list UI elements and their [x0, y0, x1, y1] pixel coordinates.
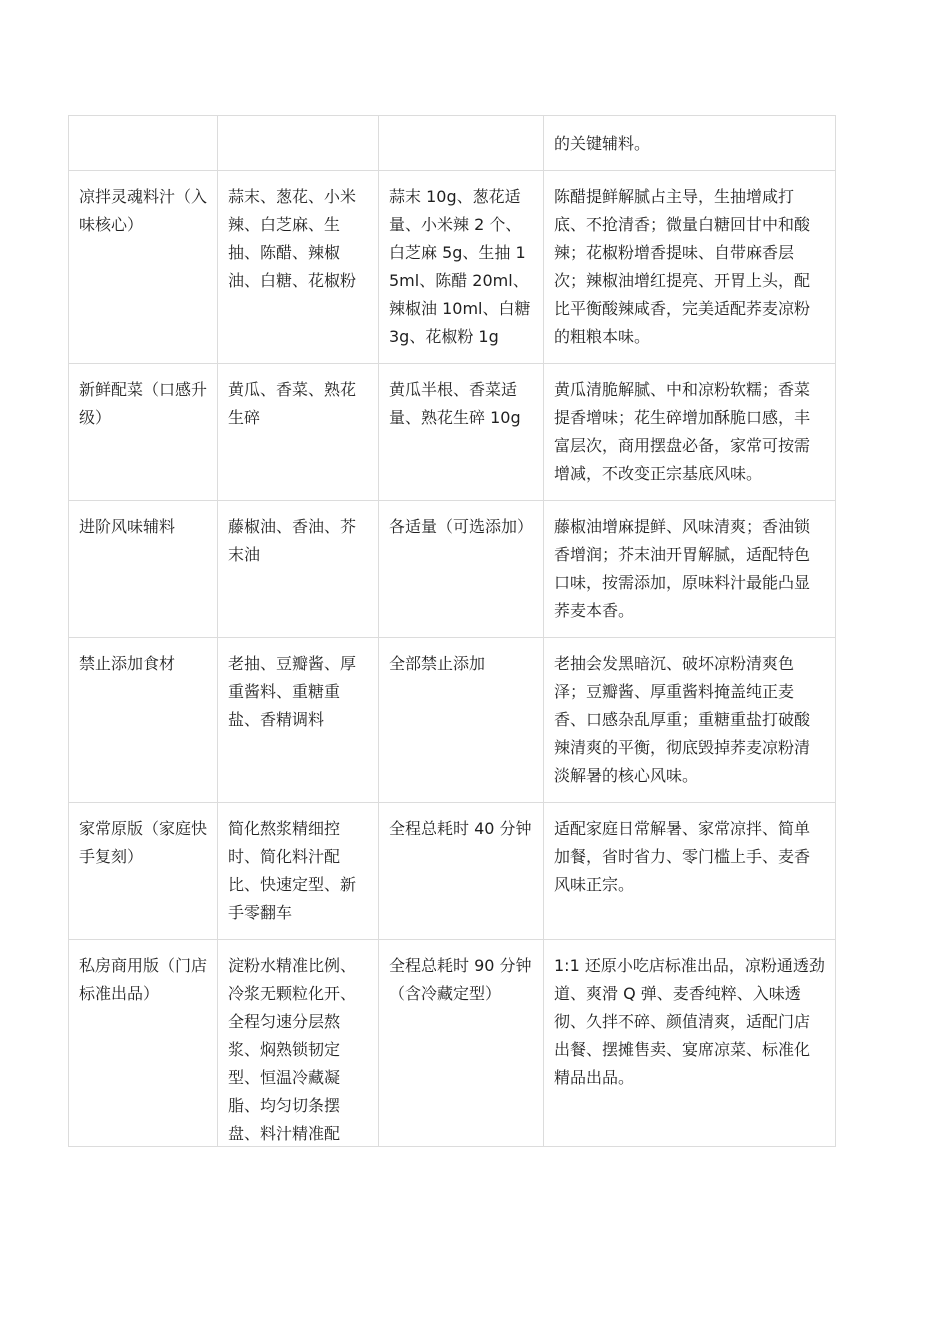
category-cell — [69, 940, 218, 1147]
category-text: 私房商用版（门店标准出品） — [79, 956, 207, 1003]
amount-text: 全程总耗时 90 分钟（含冷藏定型） — [389, 956, 532, 1003]
amount-cell: 黄瓜半根、香菜适量、熟花生碎 10g — [379, 364, 544, 501]
table-row — [69, 171, 836, 364]
ingredients-cell: 藤椒油、香油、芥末油 — [218, 501, 379, 638]
ingredients-text: 淀粉水精准比例、冷浆无颗粒化开、全程匀速分层熬浆、焖熟锁韧定型、恒温冷藏凝脂、均匀切条摆盘、料汁精准配 — [228, 956, 357, 1143]
category-cell: 家常原版（家庭快手复刻） — [69, 803, 218, 940]
ingredients-cell: 蒜末、葱花、小米辣、白芝麻、生抽、陈醋、辣椒油、白糖、花椒粉 — [218, 171, 379, 364]
amount-cell: 全部禁止添加 — [379, 638, 544, 803]
table-row — [69, 116, 836, 171]
note-cell: 适配家庭日常解暑、家常凉拌、简单加餐，省时省力、零门槛上手、麦香风味正宗。 — [544, 803, 836, 940]
ingredients-cell — [218, 940, 379, 1147]
ingredients-cell: 黄瓜、香菜、熟花生碎 — [218, 364, 379, 501]
table-row — [69, 803, 836, 940]
note-cell: 藤椒油增麻提鲜、风味清爽；香油锁香增润；芥末油开胃解腻，适配特色口味，按需添加，原味料汁最能凸显荞麦本香。 — [544, 501, 836, 638]
ingredients-cell: 简化熬浆精细控时、简化料汁配比、快速定型、新手零翻车 — [218, 803, 379, 940]
category-cell — [69, 116, 218, 171]
category-cell: 进阶风味辅料 — [69, 501, 218, 638]
table-row — [69, 638, 836, 803]
amount-cell: 各适量（可选添加） — [379, 501, 544, 638]
note-cell: 陈醋提鲜解腻占主导，生抽增咸打底、不抢清香；微量白糖回甘中和酸辣；花椒粉增香提味、自带麻香层次；辣椒油增红提亮、开胃上头，配比平衡酸辣咸香，完美适配荞麦凉粉的粗粮本味。 — [544, 171, 836, 364]
amount-cell — [379, 940, 544, 1147]
ingredients-cell — [218, 116, 379, 171]
note-cell: 黄瓜清脆解腻、中和凉粉软糯；香菜提香增味；花生碎增加酥脆口感，丰富层次，商用摆盘必备，家常可按需增减，不改变正宗基底风味。 — [544, 364, 836, 501]
category-cell: 新鲜配菜（口感升级） — [69, 364, 218, 501]
category-cell: 禁止添加食材 — [69, 638, 218, 803]
note-cell — [544, 940, 836, 1147]
table-row — [69, 940, 836, 1147]
amount-cell: 全程总耗时 40 分钟 — [379, 803, 544, 940]
table-row — [69, 364, 836, 501]
note-cell: 老抽会发黑暗沉、破坏凉粉清爽色泽；豆瓣酱、厚重酱料掩盖纯正麦香、口感杂乱厚重；重糖重盐打破酸辣清爽的平衡，彻底毁掉荞麦凉粉清淡解暑的核心风味。 — [544, 638, 836, 803]
amount-cell: 蒜末 10g、葱花适量、小米辣 2 个、白芝麻 5g、生抽 15ml、陈醋 20ml、辣椒油 10ml、白糖 3g、花椒粉 1g — [379, 171, 544, 364]
recipe-table — [68, 115, 836, 1147]
amount-cell — [379, 116, 544, 171]
note-text: 1:1 还原小吃店标准出品，凉粉通透劲道、爽滑 Q 弹、麦香纯粹、入味透彻、久拌不碎、颜值清爽，适配门店出餐、摆摊售卖、宴席凉菜、标准化精品出品。 — [554, 956, 825, 1087]
category-cell: 凉拌灵魂料汁（入味核心） — [69, 171, 218, 364]
ingredients-cell: 老抽、豆瓣酱、厚重酱料、重糖重盐、香精调料 — [218, 638, 379, 803]
table-row — [69, 501, 836, 638]
note-cell: 的关键辅料。 — [544, 116, 836, 171]
